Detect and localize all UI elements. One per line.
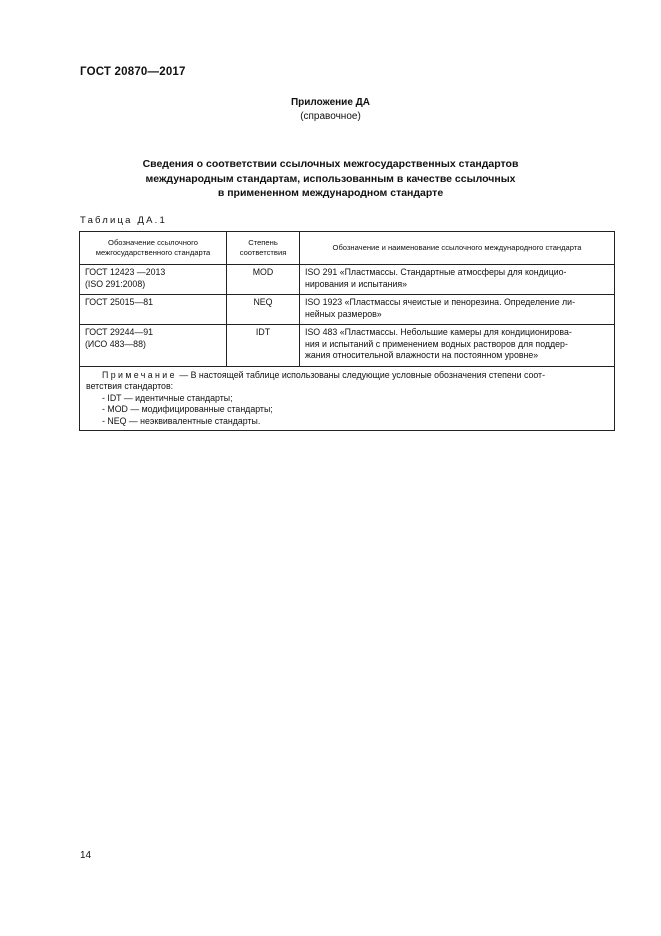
table-row [80, 325, 615, 367]
note-label: Примечание [102, 369, 177, 380]
cell-text: ГОСТ 12423 —2013 [85, 267, 166, 277]
table-header-row [80, 232, 615, 265]
cell-text: нирования и испытания» [305, 278, 408, 289]
cell-text: (ИСО 483—88) [85, 338, 146, 349]
table-label: Таблица ДА.1 [80, 215, 167, 226]
cell-text: ГОСТ 25015—81 [85, 297, 154, 307]
section-title [0, 157, 661, 201]
cell-designation [80, 325, 227, 367]
document-header: ГОСТ 20870—2017 [80, 66, 186, 78]
cell-text: ISO 483 «Пластмассы. Небольшие камеры для кондиционирова- [305, 327, 572, 337]
note-item: - NEQ — неэквивалентные стандарты. [102, 415, 261, 426]
table-note-row [80, 366, 615, 431]
cell-designation [80, 265, 227, 295]
cell-international [300, 265, 615, 295]
cell-international [300, 325, 615, 367]
header-international: Обозначение и наименование ссылочного международного стандарта [300, 232, 615, 265]
cell-text: жания относительной влажности на постоянном уровне» [305, 350, 539, 360]
header-text: Степень [248, 237, 278, 247]
cell-international [300, 295, 615, 325]
header-text: межгосударственного стандарта [95, 248, 211, 257]
cell-text: ния и испытаний с применением водных растворов для поддер- [305, 338, 568, 349]
note-text: ветствия стандартов: [86, 381, 174, 391]
table-row [80, 295, 615, 325]
note-item: - MOD — модифицированные стандарты; [102, 404, 273, 414]
appendix-title: Приложение ДА [290, 97, 371, 108]
correspondence-table [79, 231, 615, 431]
header-designation [80, 232, 227, 265]
header-text: соответствия [239, 248, 287, 257]
cell-degree: IDT [227, 325, 300, 367]
cell-text: ISO 1923 «Пластмассы ячеистые и пенорезина. Определение ли- [305, 297, 576, 307]
header-degree [227, 232, 300, 265]
cell-degree: NEQ [227, 295, 300, 325]
appendix-heading [0, 96, 661, 124]
page-number: 14 [80, 850, 92, 861]
header-text: Обозначение ссылочного [108, 237, 198, 247]
table-row [80, 265, 615, 295]
note-text [86, 370, 608, 382]
note-text-part: — В настоящей таблице использованы следующие условные обозначения степени соот- [176, 369, 546, 380]
table-note [80, 366, 615, 431]
cell-designation [80, 295, 227, 325]
cell-text: (ISO 291:2008) [85, 278, 146, 289]
title-line: в примененном международном стандарте [217, 187, 444, 199]
cell-text: ГОСТ 29244—91 [85, 327, 154, 337]
appendix-subtitle: (справочное) [300, 111, 361, 122]
title-line: международным стандартам, использованным в качестве ссылочных [145, 172, 516, 185]
cell-text: нейных размеров» [305, 308, 382, 319]
cell-degree: MOD [227, 265, 300, 295]
title-line: Сведения о соответствии ссылочных межгосударственных стандартов [142, 158, 519, 170]
cell-text: ISO 291 «Пластмассы. Стандартные атмосферы для кондицио- [305, 267, 567, 277]
note-item: - IDT — идентичные стандарты; [102, 392, 233, 403]
